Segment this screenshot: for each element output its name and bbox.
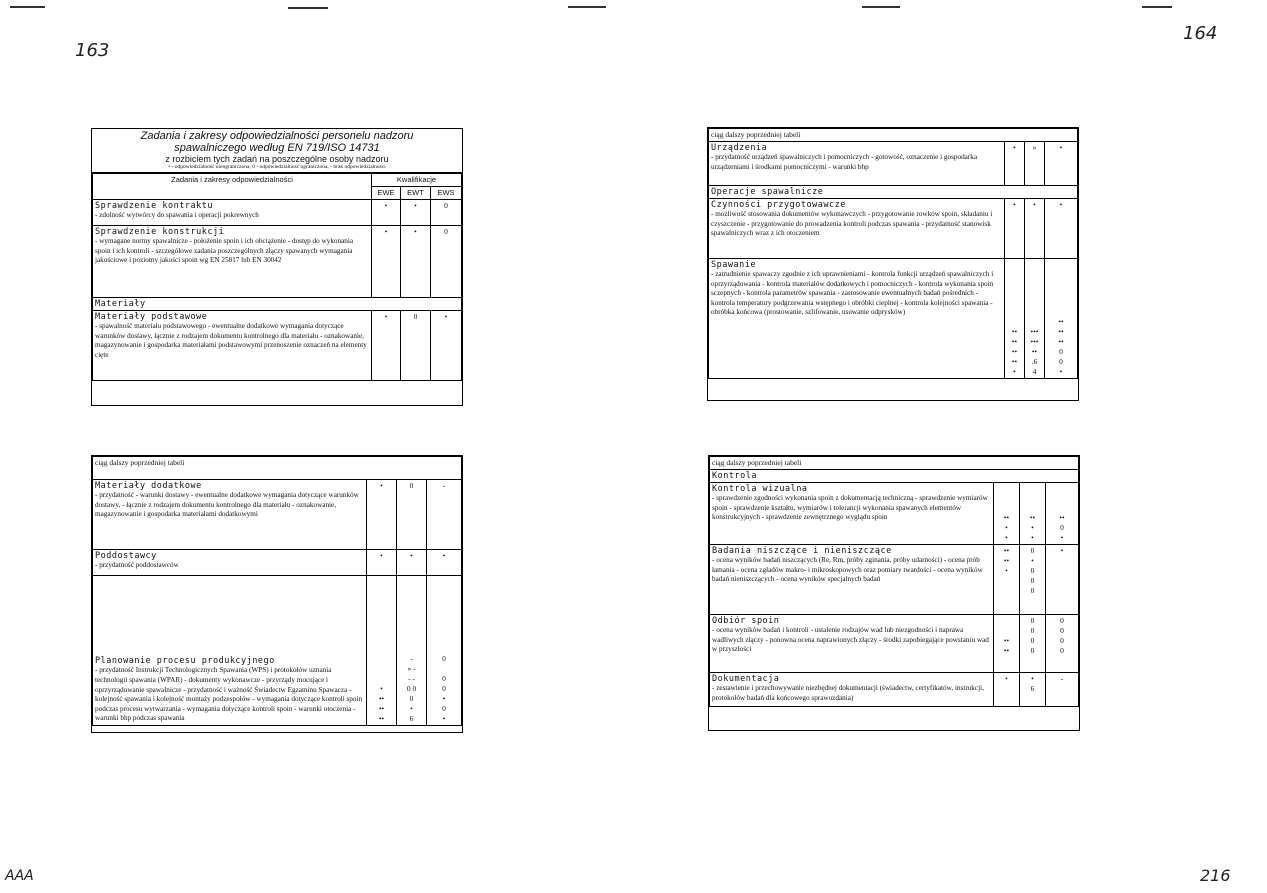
section-heading: Kontrola xyxy=(710,470,1079,483)
mark-ewe: • xyxy=(994,673,1020,707)
mark-ewe: •• •• xyxy=(994,615,1020,673)
row-heading: Odbiór spoin xyxy=(712,616,780,626)
column-header-ews: EWS xyxy=(431,187,462,200)
row-text: - możliwość stosowania dokumentów wykonawczych - przygotowanie rowków spoin, składaniu i czyszczenie - przygotowanie do prowadzenia kontroli podczas spawania - przydatność stanowisk spawalniczych wraz z ich otoczeniem xyxy=(711,210,993,238)
table-row xyxy=(709,199,1005,259)
footer-right-number: 216 xyxy=(1200,866,1231,885)
responsibility-table-3 xyxy=(91,455,463,733)
table-row xyxy=(710,673,994,707)
table-row xyxy=(93,311,372,381)
column-header-tasks: Zadania i zakresy odpowiedzialności xyxy=(93,174,372,200)
table-subtitle: z rozbiciem tych zadań na poszczególne osoby nadzoru xyxy=(165,154,389,164)
table-row xyxy=(93,226,372,298)
row-heading: Materiały podstawowe xyxy=(95,312,208,322)
page-number-left: 163 xyxy=(75,40,110,61)
row-text: - spawalność materiału podstawowego - ewentualne dodatkowe wymagania dotyczące warunków dostawy, łącznie z rodzajem dokumentu kontrolnego dla materiału - oznakowanie, magazynowanie i gospodarka materiałami podstawowymi przenoszenie oznaczeń na elementy cięte xyxy=(95,322,367,359)
table-row xyxy=(93,550,367,576)
row-text: - przydatność urządzeń spawalniczych i pomocniczych - gotowość, oznaczenie i gospodarka urządzeniami i środkami pomocniczymi - warunki bhp xyxy=(711,153,978,171)
table-row xyxy=(710,545,994,615)
row-heading: Spawanie xyxy=(711,260,756,270)
section-heading: Materiały xyxy=(93,298,462,311)
mark-ewt: • xyxy=(1025,199,1045,259)
mark-ews: 0 0 0 0 xyxy=(1046,615,1079,673)
responsibility-table-2 xyxy=(707,127,1079,401)
scan-mark xyxy=(10,6,45,8)
scan-mark xyxy=(288,7,328,9)
table-legend: • - odpowiedzialność nieograniczona, 0 - odpowiedzialność ograniczona, - brak odpowiedzialności xyxy=(168,164,386,170)
section-heading: Operacje spawalnicze xyxy=(709,186,1078,199)
continuation-heading: ciąg dalszy poprzedniej tabeli xyxy=(709,129,1078,142)
row-text: - zatrudnienie spawaczy zgodnie z ich uprawnieniami - kontrola funkcji urządzeń spawalniczych i oprzyrządowania - kontrola materiałów dodatkowych i pomocniczych - kontrola wykonania spoin sczepnych - kontrola parametrów spawania - zastosowanie ewentualnych badań pośrednich - kontrola temperatury podgrzewania wstępnego i obróbki cieplnej - kontrola kolejności spawania - obróbka końcowa (prostowanie, szlifowanie, usuwanie odprysków) xyxy=(711,270,994,317)
mark-ews: • xyxy=(1045,199,1078,259)
mark-ewe: • xyxy=(372,311,401,381)
mark-ewt: ••• ••• •• .6 4 xyxy=(1025,259,1045,379)
mark-ewe: • xyxy=(372,200,401,226)
mark-ewt: • xyxy=(401,200,431,226)
table-row xyxy=(93,480,367,550)
mark-ewe: • xyxy=(372,226,401,298)
mark-ews: • xyxy=(431,311,462,381)
responsibility-table-4 xyxy=(708,455,1080,731)
table-row xyxy=(710,615,994,673)
table-row xyxy=(710,483,994,545)
mark-ews: • xyxy=(427,550,462,576)
mark-ewt: - » - - - 0 0 0 • 6 xyxy=(397,576,427,726)
mark-ewt: 0 xyxy=(401,311,431,381)
mark-ewt: » xyxy=(1025,142,1045,186)
mark-ewe: • xyxy=(1005,199,1025,259)
mark-ewe: •• •• • xyxy=(994,545,1020,615)
scan-mark xyxy=(1142,6,1172,8)
mark-ews: 0 xyxy=(431,200,462,226)
row-text: - przydatność - warunki dostawy - ewentualne dodatkowe wymagania dotyczące warunków dostawy, - łącznie z rodzajem dokumentu kontrolnego dla materiału - oznakowanie, magazynowanie i gospodarka materiałami dodatkowymi xyxy=(95,491,359,519)
continuation-heading: ciąg dalszy poprzedniej tabeli xyxy=(93,457,462,480)
mark-ews: • xyxy=(1046,545,1079,615)
mark-ewe: •• • • xyxy=(994,483,1020,545)
table-row xyxy=(709,142,1005,186)
table-row xyxy=(93,576,367,726)
mark-ews: 0 0 0 • 0 • xyxy=(427,576,462,726)
row-heading: Dokumentacja xyxy=(712,674,780,684)
mark-ewt: 0 xyxy=(397,480,427,550)
column-header-ewe: EWE xyxy=(372,187,401,200)
row-heading: Poddostawcy xyxy=(95,551,157,561)
mark-ewe: • xyxy=(367,480,397,550)
row-text: - przydatność poddostawców xyxy=(95,561,179,569)
mark-ewt: 0 • 0 0 0 xyxy=(1020,545,1046,615)
page-number-right: 164 xyxy=(1183,23,1218,44)
mark-ews: 0 xyxy=(431,226,462,298)
row-text: - sprawdzenie zgodności wykonania spoin z dokumentacją techniczną - sprawdzenie wymiarów spoin - sprawdzenie kształtu, wymiarów i tolerancji wykonania spawanych elementów konstrukcyjnych - sprawdzenie zewnętrznego wyglądu spoin xyxy=(712,494,988,522)
mark-ewe: • xyxy=(367,550,397,576)
mark-ewt: • 6 xyxy=(1020,673,1046,707)
table-row xyxy=(93,200,372,226)
table-title: Zadania i zakresy odpowiedzialności personelu nadzoru xyxy=(140,130,414,142)
row-heading: Urządzenia xyxy=(711,143,768,153)
mark-ewe: •• •• •• •• • xyxy=(1005,259,1025,379)
mark-ewt: •• • • xyxy=(1020,483,1046,545)
footer-left-mark: ААА xyxy=(5,868,34,884)
continuation-heading: ciąg dalszy poprzedniej tabeli xyxy=(710,457,1079,470)
table-row xyxy=(709,259,1005,379)
column-header-ewt: EWT xyxy=(401,187,431,200)
mark-ews: - xyxy=(427,480,462,550)
row-heading: Planowanie procesu produkcyjnego xyxy=(95,656,275,667)
mark-ews: • xyxy=(1045,142,1078,186)
row-heading: Sprawdzenie konstrukcji xyxy=(95,227,225,237)
mark-ews: •• •• •• 0 0 • xyxy=(1045,259,1078,379)
row-text: - zdolność wytwórcy do spawania i operacji pokrewnych xyxy=(95,211,259,219)
scan-mark xyxy=(568,6,606,8)
row-text: - przydatność Instrukcji Technologicznych Spawania (WPS) i protokołów uznania technologii spawania (WPAR) - dokumenty wykonawcze - przyrządy mocujące i oprzyrządowanie spawalnicze - przydatność i ważność Świadectw Egzaminu Spawacza - kolejność spawania i kolejność montaży podzespołów - wymagania dotyczące kontroli spoin podczas procesu wytwarzania - wymagania dotyczące kontroli spoin - warunki otoczenia - warunki bhp podczas spawania xyxy=(95,666,363,723)
mark-ewt: • xyxy=(401,226,431,298)
table-title-line2: spawalniczego według EN 719/ISO 14731 xyxy=(174,142,380,154)
row-heading: Badania niszczące i nieniszczące xyxy=(712,546,892,556)
row-heading: Sprawdzenie kontraktu xyxy=(95,201,213,211)
row-text: - wymagane normy spawalnicze - położenie spoin i ich obciążenie - dostęp do wykonania spoin i ich kontroli - szczegółowe zadania poszczególnych złączy spawanych wymagania jakościowe i poziomy jakości spoin wg EN 25817 lub EN 30042 xyxy=(95,237,354,265)
row-heading: Kontrola wizualna xyxy=(712,484,808,494)
row-text: - ocena wyników badań niszczących (Re, Rm, próby zginania, próby udarności) - ocena prób łamania - ocena zgładów makro- i mikroskopowych oraz pomiary twardości - ocena wyników badań nieniszczących - ocena wyników specjalnych badań xyxy=(712,556,983,584)
row-text: - zestawienie i przechowywanie niezbędnej dokumentacji (świadectw, certyfikatów, instrukcji, protokołów badań dla końcowego sprawozdania) xyxy=(712,684,984,702)
mark-ews: - xyxy=(1046,673,1079,707)
row-heading: Materiały dodatkowe xyxy=(95,481,202,491)
column-header-qualifications: Kwalifikacje xyxy=(372,174,462,187)
mark-ewe: • xyxy=(1005,142,1025,186)
scan-mark xyxy=(862,6,900,8)
row-heading: Czynności przygotowawcze xyxy=(711,200,846,210)
responsibility-table-1 xyxy=(91,128,463,406)
mark-ewe: • •• •• •• xyxy=(367,576,397,726)
mark-ewt: 0 0 0 0 xyxy=(1020,615,1046,673)
mark-ews: •• 0 • xyxy=(1046,483,1079,545)
row-text: - ocena wyników badań i kontroli - ustalenie rodzajów wad lub niezgodności i naprawa wadliwych złączy - ponowna ocena naprawionych złączy - środki zapobiegające powstaniu wad w przyszłości xyxy=(712,626,989,654)
mark-ewt: • xyxy=(397,550,427,576)
